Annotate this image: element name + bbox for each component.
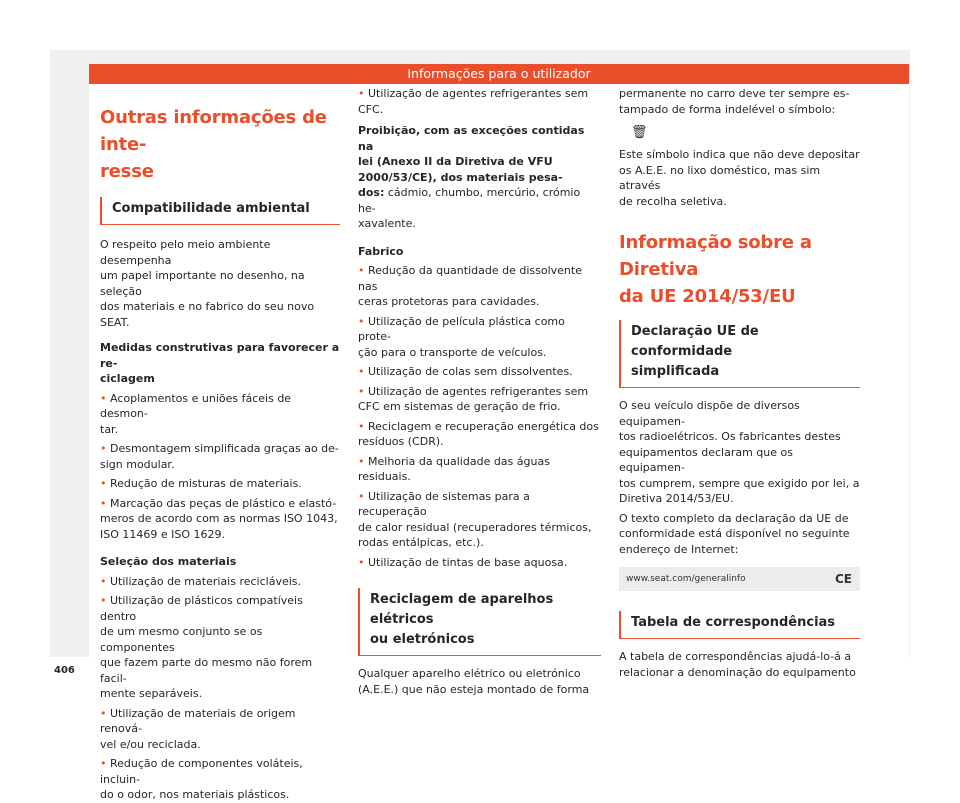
list-item: • Utilização de plásticos compatíveis dentro [100,594,303,623]
list-item-cont: CFC. [358,102,384,116]
list-item: • Acoplamentos e uniões fáceis de desmon- [100,391,292,420]
list-item-cont: que fazem parte do mesmo não forem facil- [100,656,313,685]
text-line: Proibição, com as exceções contidas na [358,124,585,153]
list-item-cont: ção para o transporte de veículos. [358,345,547,359]
list-item: • Redução da quantidade de dissolvente nas [358,264,582,293]
section-header: Informações para o utilizador [89,64,909,84]
list-item-cont: do o odor, nos materiais plásticos. [100,788,290,801]
subheading-declaration [619,320,860,388]
list-item: • Utilização de materiais recicláveis. [100,574,302,588]
heading-line: resse [100,161,154,182]
url-link[interactable]: www.seat.com/generalinfo [626,574,746,584]
subheading-text: Declaração UE de conformidade [631,324,759,359]
text-line: relacionar a denominação do equipamento [619,665,856,679]
paragraph [619,86,860,117]
list-item-cont: ceras protetoras para cavidades. [358,295,540,308]
subheading-table [619,611,860,639]
paragraph [619,147,860,209]
text-line: um papel importante no desenho, na seleção [100,269,305,298]
text-line: A tabela de correspondências ajudá-lo-á a [619,650,852,663]
text-line: Qualquer aparelho elétrico ou eletrónico [358,667,581,680]
list-item-cont: ISO 11469 e ISO 1629. [100,527,226,541]
list-item-cont: vel e/ou reciclada. [100,737,201,751]
list-item-cont: CFC em sistemas de geração de frio. [358,400,561,413]
recycling-paragraph [358,666,601,697]
list-item: • Utilização de sistemas para a recuperação [358,489,530,518]
list-item: • Reciclagem e recuperação energética dos [358,419,599,433]
column-right [619,84,860,680]
list-item: • Melhoria da qualidade das águas residuais. [358,454,550,483]
text-line: conformidade está disponível no seguinte [619,527,850,540]
list-item-cont: de calor residual (recuperadores térmicos, [358,520,592,534]
document-page [89,64,909,801]
text-line: O texto completo da declaração da UE de [619,511,849,525]
url-box [619,567,860,591]
text-line: 2000/53/CE), dos materiais pesa- [358,170,563,184]
paragraph [619,511,860,558]
list-item: • Redução de componentes voláteis, incluin- [100,757,303,786]
list-item: • Utilização de agentes refrigerantes sem [358,384,589,398]
fabrico-heading: Fabrico [358,244,404,258]
text-line: ciclagem [100,372,155,385]
list-item: • Utilização de película plástica como prote- [358,314,565,343]
text-line: dos: cádmio, chumbo, mercúrio, crómio he- [358,186,581,215]
list-item: • Redução de misturas de materiais. [100,477,302,490]
text-line: Este símbolo indica que não deve depositar [619,148,860,161]
list-item: • Desmontagem simplificada graças ao de- [100,442,339,455]
list-item: • Utilização de colas sem dissolventes. [358,365,573,378]
subheading-text: ou eletrónicos [370,632,475,647]
list-item-cont: resíduos (CDR). [358,435,444,448]
list-item-cont: sign modular. [100,457,175,471]
subheading-text: Compatibilidade ambiental [112,201,310,216]
text-line: O seu veículo dispõe de diversos equipamen- [619,399,800,428]
paragraph [619,398,860,507]
text-line: equipamentos declaram que os equipamen- [619,445,793,474]
subheading-recycling [358,588,601,656]
ce-mark-icon: CE [834,572,852,586]
text-line: de recolha seletiva. [619,194,727,208]
subheading-text: Reciclagem de aparelhos elétricos [370,592,554,627]
text-line: Medidas construtivas para favorecer a re- [100,341,340,370]
crossed-bin-icon: 🗑 [631,125,648,140]
text-line: dos materiais e no fabrico do seu novo SEAT. [100,300,315,329]
heading-line: Informação sobre a Diretiva [619,232,812,280]
heading-eu-directive [619,229,860,310]
page-background [50,50,910,801]
list-item: • Utilização de agentes refrigerantes sem [358,87,589,100]
paragraph [619,649,860,680]
list-item-cont: de um mesmo conjunto se os componentes [100,625,263,654]
text-line: permanente no carro deve ter sempre es- [619,87,850,100]
list-item: • Utilização de tintas de base aquosa. [358,555,568,569]
list-item-cont: rodas entálpicas, etc.). [358,536,484,549]
heading-line: da UE 2014/53/EU [619,286,796,307]
text-line: endereço de Internet: [619,542,739,556]
page-number: 406 [54,665,75,676]
column-left [100,84,340,803]
list-item-cont: mente separáveis. [100,687,203,700]
prohibition-paragraph [358,123,601,232]
column-middle [358,84,601,697]
list-item-cont: meros de acordo com as normas ISO 1043, [100,512,338,525]
text-line: (A.E.E.) que não esteja montado de forma [358,682,590,696]
list-item: • Marcação das peças de plástico e elastó- [100,496,337,510]
text-line: tos cumprem, sempre que exigido por lei, a [619,476,860,490]
subheading-environmental [100,197,340,225]
subheading-text: simplificada [631,364,720,379]
text-line: lei (Anexo II da Diretiva de VFU [358,155,553,168]
text-line: O respeito pelo meio ambiente desempenha [100,238,271,267]
text-line: tampado de forma indelével o símbolo: [619,102,836,116]
text-line: tos radioelétricos. Os fabricantes destes [619,430,841,443]
text-line: xavalente. [358,217,416,230]
intro-paragraph [100,237,340,330]
text-line: Diretiva 2014/53/EU. [619,492,734,505]
list-item-cont: tar. [100,422,119,436]
list-item: • Utilização de materiais de origem renová- [100,706,296,735]
measures-heading [100,340,340,387]
heading-other-info [100,104,340,185]
heading-line: Outras informações de inte- [100,107,327,155]
text-line: os A.E.E. no lixo doméstico, mas sim através [619,163,821,192]
selection-heading: Seleção dos materiais [100,555,237,568]
subheading-text: Tabela de correspondências [631,615,836,630]
